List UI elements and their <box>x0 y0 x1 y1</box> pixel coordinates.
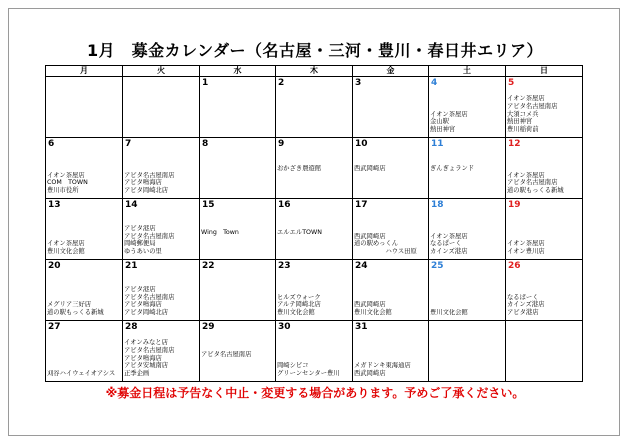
day-cell <box>123 321 200 382</box>
day-cell <box>276 199 353 260</box>
week-row <box>46 260 583 321</box>
event-item: 道の駅もっくる新城 <box>507 187 564 195</box>
event-item: ぎんぎょランド <box>430 165 475 172</box>
weekday-header-row <box>46 66 583 77</box>
day-cell <box>276 260 353 321</box>
day-cell <box>429 77 506 138</box>
day-cell <box>429 199 506 260</box>
event-item: アピタ鳴海店 <box>124 354 162 362</box>
day-cell <box>429 260 506 321</box>
weekday-tue: 火 <box>123 66 200 77</box>
event-item: アピタ名古屋南店 <box>201 351 252 358</box>
day-cell <box>429 138 506 199</box>
day-number: 20 <box>48 261 61 271</box>
day-cell <box>506 199 583 260</box>
event-item: イオン茶屋店 <box>47 240 85 248</box>
calendar-table <box>45 65 583 382</box>
event-item: イオン茶屋店 <box>507 240 545 248</box>
day-number: 1 <box>202 78 209 88</box>
weekday-sun: 日 <box>506 66 583 77</box>
week-row <box>46 199 583 260</box>
day-number: 18 <box>431 200 444 210</box>
day-number: 5 <box>508 78 515 88</box>
event-list <box>124 286 198 317</box>
day-number: 22 <box>202 261 215 271</box>
day-cell <box>276 321 353 382</box>
day-number: 23 <box>278 261 291 271</box>
day-cell <box>506 77 583 138</box>
day-cell <box>200 77 276 138</box>
event-item: 西武岡崎店 <box>354 165 386 172</box>
event-item: ヒルズウォーク <box>277 293 321 301</box>
event-list <box>47 370 121 378</box>
event-item: イオン茶屋店 <box>47 171 85 179</box>
event-item: 道の駅もっくる新城 <box>47 309 104 317</box>
event-list <box>277 294 351 317</box>
day-cell <box>200 138 276 199</box>
day-cell <box>506 138 583 199</box>
event-list <box>354 165 427 173</box>
event-item: カインズ港店 <box>507 301 545 309</box>
day-number: 24 <box>355 261 368 271</box>
event-list <box>124 339 198 378</box>
event-item: カインズ港店 <box>430 248 468 256</box>
event-list <box>354 362 427 378</box>
day-number: 31 <box>355 322 368 332</box>
day-number: 10 <box>355 139 368 149</box>
event-item: アピタ鳴海店 <box>124 301 162 309</box>
day-cell <box>200 260 276 321</box>
day-number: 15 <box>202 200 215 210</box>
event-item: イオンみなと店 <box>124 339 168 347</box>
event-item: グリーンセンター豊川 <box>277 370 340 378</box>
event-list <box>201 351 274 359</box>
event-item: Wing Town <box>201 229 239 236</box>
event-item: 西武岡崎店 <box>354 370 386 378</box>
event-item: 豊川文化会館 <box>430 309 468 317</box>
event-list <box>47 240 121 256</box>
event-item: アピタ岡崎北店 <box>124 309 169 317</box>
event-item: 正季企画 <box>124 370 150 378</box>
day-number: 26 <box>508 261 521 271</box>
event-list <box>430 165 504 173</box>
event-item: 道の駅めっくん <box>354 240 399 248</box>
day-cell <box>46 260 123 321</box>
event-item: アピタ名古屋南店 <box>507 179 558 187</box>
day-number: 25 <box>431 261 444 271</box>
event-item: アピタ岡崎北店 <box>124 187 169 195</box>
event-item: 西武岡崎店 <box>354 232 386 240</box>
day-cell <box>353 77 429 138</box>
day-cell <box>353 199 429 260</box>
event-item: 熱田神宮 <box>430 126 456 134</box>
weekday-mon: 月 <box>46 66 123 77</box>
event-item: アピタ名古屋南店 <box>124 232 175 240</box>
day-cell <box>123 260 200 321</box>
event-list <box>507 172 581 195</box>
event-item: 豊川文化会館 <box>47 248 85 256</box>
day-number: 9 <box>278 139 285 149</box>
event-item: アピタ鳴海店 <box>124 179 162 187</box>
weekday-fri: 金 <box>353 66 429 77</box>
day-cell <box>276 77 353 138</box>
day-cell <box>46 138 123 199</box>
event-item: エルエルTOWN <box>277 229 322 236</box>
event-item: 金山駅 <box>430 118 449 126</box>
event-item: なるぱーく <box>430 240 462 248</box>
event-item: 岡崎郵便局 <box>124 240 156 248</box>
day-number: 29 <box>202 322 215 332</box>
day-cell <box>46 321 123 382</box>
day-cell <box>123 199 200 260</box>
event-item: おかざき農遊館 <box>277 165 322 172</box>
day-cell <box>353 260 429 321</box>
day-number: 11 <box>431 139 444 149</box>
event-list <box>124 172 198 195</box>
calendar-body <box>46 77 583 382</box>
event-item: アピタ港店 <box>124 285 156 293</box>
event-item: アピタ港店 <box>507 309 539 317</box>
event-list <box>507 240 581 256</box>
event-item: 豊川市役所 <box>47 187 79 195</box>
event-list <box>430 111 504 134</box>
day-cell <box>506 260 583 321</box>
day-number: 21 <box>125 261 138 271</box>
event-list <box>354 301 427 317</box>
day-cell <box>353 138 429 199</box>
event-item: 熱田神宮 <box>507 118 533 126</box>
calendar-title: 1月 募金カレンダー（名古屋・三河・豊川・春日井エリア） <box>86 41 544 60</box>
day-number: 7 <box>125 139 132 149</box>
event-item: メガドンキ東海通店 <box>354 362 411 370</box>
event-item: ゆうあいの里 <box>124 248 162 256</box>
event-item: アピタ港店 <box>124 224 156 232</box>
disclaimer-note: ※募金日程は予告なく中止・変更する場合があります。予めご了承ください。 <box>105 386 525 400</box>
event-item: 大須コメ兵 <box>507 110 539 118</box>
event-list <box>507 294 581 317</box>
day-number: 16 <box>278 200 291 210</box>
event-item: イオン茶屋店 <box>507 171 545 179</box>
day-cell <box>200 199 276 260</box>
day-cell <box>429 321 506 382</box>
day-cell <box>353 321 429 382</box>
day-number: 13 <box>48 200 61 210</box>
week-row <box>46 77 583 138</box>
weekday-thu: 木 <box>276 66 353 77</box>
day-number: 27 <box>48 322 61 332</box>
event-item: 岡崎シビコ <box>277 362 309 370</box>
day-cell <box>276 138 353 199</box>
event-item: メグリア三好店 <box>47 301 92 309</box>
event-item: アピタ名古屋南店 <box>124 171 175 179</box>
event-item: 刈谷ハイウェイオアシス <box>47 370 116 378</box>
week-row <box>46 321 583 382</box>
event-list <box>354 233 427 256</box>
event-item: アピタ安城南店 <box>124 362 169 370</box>
event-list <box>430 233 504 256</box>
event-list <box>277 165 351 173</box>
day-number: 2 <box>278 78 285 88</box>
day-cell <box>123 138 200 199</box>
day-cell <box>200 321 276 382</box>
event-item: 西武岡崎店 <box>354 301 386 309</box>
event-item: アピタ名古屋南店 <box>124 346 175 354</box>
event-item: COM TOWN <box>47 179 88 187</box>
week-row <box>46 138 583 199</box>
day-number: 3 <box>355 78 362 88</box>
day-cell <box>46 77 123 138</box>
event-list <box>47 172 121 195</box>
event-item: なるぱーく <box>507 293 539 301</box>
event-list <box>507 95 581 134</box>
event-item: イオン豊川店 <box>507 248 545 256</box>
event-item: アルテ岡崎北店 <box>277 301 321 309</box>
day-number: 17 <box>355 200 368 210</box>
event-list <box>277 362 351 378</box>
day-number: 28 <box>125 322 138 332</box>
event-item: イオン茶屋店 <box>430 232 468 240</box>
day-number: 8 <box>202 139 209 149</box>
weekday-wed: 水 <box>200 66 276 77</box>
event-item: アピタ名古屋南店 <box>507 102 558 110</box>
weekday-sat: 土 <box>429 66 506 77</box>
event-item: イオン茶屋店 <box>430 110 468 118</box>
event-list <box>201 229 274 237</box>
day-cell <box>46 199 123 260</box>
day-number: 30 <box>278 322 291 332</box>
day-cell <box>506 321 583 382</box>
day-number: 4 <box>431 78 438 88</box>
day-number: 14 <box>125 200 138 210</box>
day-number: 12 <box>508 139 521 149</box>
event-item: イオン茶屋店 <box>507 95 545 103</box>
event-list <box>124 225 198 256</box>
event-list <box>47 301 121 317</box>
event-list <box>430 309 504 317</box>
event-item: 豊川稲荷前 <box>507 126 539 134</box>
day-cell <box>123 77 200 138</box>
event-item: ハウス田原 <box>354 248 417 256</box>
day-number: 6 <box>48 139 55 149</box>
event-list <box>277 229 351 237</box>
day-number: 19 <box>508 200 521 210</box>
event-item: 豊川文化会館 <box>277 309 315 317</box>
event-item: アピタ名古屋南店 <box>124 293 175 301</box>
event-item: 豊川文化会館 <box>354 309 392 317</box>
